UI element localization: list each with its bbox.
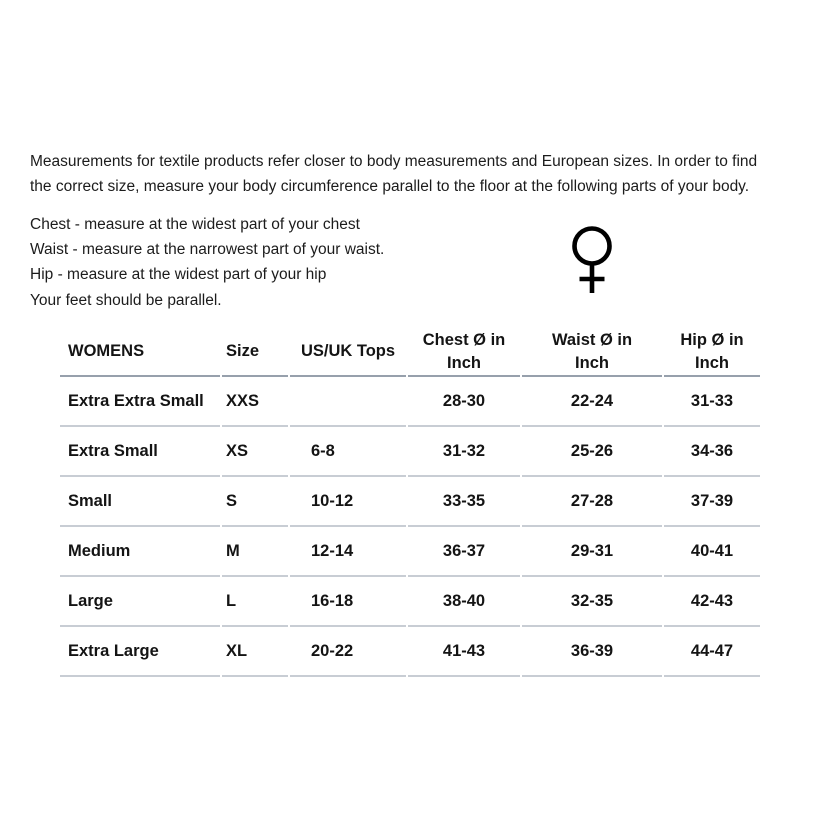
cell-usuk: 16-18 (290, 577, 406, 627)
cell-chest: 36-37 (408, 527, 520, 577)
cell-name: Extra Large (60, 627, 220, 677)
table-row-xxs (60, 377, 760, 427)
cell-usuk: 10-12 (290, 477, 406, 527)
col-header-hip-line1: Hip Ø in (680, 330, 744, 349)
cell-name: Medium (60, 527, 220, 577)
cell-waist: 29-31 (522, 527, 662, 577)
cell-chest: 33-35 (408, 477, 520, 527)
cell-chest: 28-30 (408, 377, 520, 427)
cell-waist: 22-24 (522, 377, 662, 427)
cell-hip: 44-47 (664, 627, 760, 677)
table-row-l (60, 577, 760, 627)
col-header-chest (408, 328, 520, 377)
intro-line-2: the correct size, measure your body circumference parallel to the floor at the following parts of your body. (30, 178, 750, 196)
col-header-chest-line1: Chest Ø in (422, 330, 506, 349)
cell-chest: 31-32 (408, 427, 520, 477)
col-header-hip (664, 328, 760, 377)
cell-name: Extra Small (60, 427, 220, 477)
instruction-hip: Hip - measure at the widest part of your hip (30, 266, 327, 284)
col-header-waist-line1: Waist Ø in (551, 330, 633, 349)
instruction-chest: Chest - measure at the widest part of your chest (30, 216, 360, 233)
table-row-s (60, 477, 760, 527)
instruction-feet: Your feet should be parallel. (30, 291, 222, 309)
cell-chest: 41-43 (408, 627, 520, 677)
table-row-m (60, 527, 760, 577)
cell-name: Small (60, 477, 220, 527)
cell-size: S (222, 477, 288, 527)
female-gender-icon (570, 222, 616, 296)
measure-instructions (30, 212, 384, 313)
instruction-waist: Waist - measure at the narrowest part of your waist. (30, 241, 385, 259)
intro-paragraph (30, 149, 805, 200)
cell-waist: 36-39 (522, 627, 662, 677)
cell-hip: 42-43 (664, 577, 760, 627)
col-header-usuk-tops: US/UK Tops (290, 328, 406, 377)
cell-hip: 31-33 (664, 377, 760, 427)
cell-waist: 25-26 (522, 427, 662, 477)
col-header-hip-line2: Inch (695, 353, 729, 372)
table-header-row (60, 328, 760, 377)
col-header-size: Size (222, 328, 288, 377)
cell-size: M (222, 527, 288, 577)
cell-usuk: 20-22 (290, 627, 406, 677)
col-header-womens: WOMENS (60, 328, 220, 377)
intro-line-1: Measurements for textile products refer closer to body measurements and European sizes. In order to find (30, 153, 758, 170)
cell-name: Large (60, 577, 220, 627)
cell-chest: 38-40 (408, 577, 520, 627)
col-header-chest-line2: Inch (447, 353, 481, 372)
cell-hip: 40-41 (664, 527, 760, 577)
table-row-xl (60, 627, 760, 677)
cell-usuk: 6-8 (290, 427, 406, 477)
col-header-waist-line2: Inch (575, 353, 609, 372)
size-table (58, 328, 762, 677)
cell-size: XS (222, 427, 288, 477)
cell-hip: 34-36 (664, 427, 760, 477)
cell-size: XL (222, 627, 288, 677)
cell-hip: 37-39 (664, 477, 760, 527)
cell-waist: 27-28 (522, 477, 662, 527)
cell-size: XXS (222, 377, 288, 427)
cell-usuk (290, 377, 406, 427)
cell-waist: 32-35 (522, 577, 662, 627)
cell-name: Extra Extra Small (60, 377, 220, 427)
cell-size: L (222, 577, 288, 627)
col-header-waist (522, 328, 662, 377)
cell-usuk: 12-14 (290, 527, 406, 577)
table-row-xs (60, 427, 760, 477)
